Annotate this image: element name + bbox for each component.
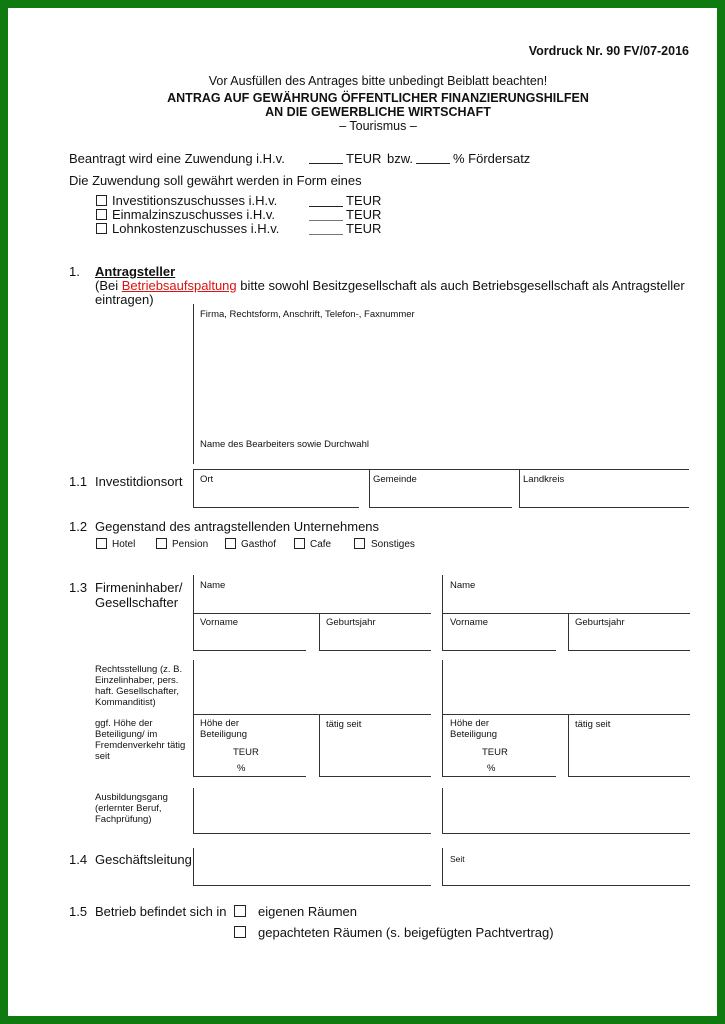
grant-amount-field[interactable] <box>309 163 343 164</box>
divider <box>193 469 194 508</box>
owner1-vorname-line <box>193 650 306 651</box>
ort-bottom-line <box>193 507 359 508</box>
notice-text: Vor Ausfüllen des Antrages bitte unbedingt Beiblatt beachten! <box>208 74 548 88</box>
divider <box>519 469 520 508</box>
grant-requested-label: Beantragt wird eine Zuwendung i.H.v. <box>69 151 285 166</box>
divider <box>442 660 443 777</box>
option-unit: TEUR <box>346 207 382 222</box>
owner2-name-label: Name <box>450 580 476 591</box>
training-label: Ausbildungsgang (erlernter Beruf, Fachprüfung) <box>95 792 168 825</box>
section1-2-number: 1.2 <box>69 519 88 534</box>
section1-3-number: 1.3 <box>69 580 88 595</box>
option-label: Einmalzinszuschusses i.H.v. <box>112 207 276 222</box>
divider <box>319 714 320 777</box>
section1-1-number: 1.1 <box>69 474 88 489</box>
amount-field[interactable] <box>309 220 343 221</box>
checkbox-investitionszuschuss[interactable] <box>96 195 107 206</box>
form-page <box>8 8 717 1016</box>
management-seit-label: Seit <box>450 854 465 864</box>
checkbox-einmalzinszuschuss[interactable] <box>96 209 107 220</box>
owner2-hoehe-label: Höhe der Beteiligung <box>450 718 498 740</box>
owner1-name-line <box>193 613 431 614</box>
option-cafe-label: Cafe <box>310 539 332 550</box>
section1-1-label: Investitdionsort <box>95 474 183 489</box>
divider <box>193 788 194 833</box>
option-pension-label: Pension <box>172 539 209 550</box>
grant-percent-label: % Fördersatz <box>453 151 531 166</box>
checkbox-pension[interactable] <box>156 538 167 549</box>
option-unit: TEUR <box>346 193 382 208</box>
owner1-teur-label: TEUR <box>233 747 259 758</box>
form-subtitle: – Tourismus – <box>339 119 417 133</box>
owner2-teur-label: TEUR <box>482 747 508 758</box>
owner2-vorname-label: Vorname <box>450 617 489 628</box>
checkbox-gepachtete-raeume[interactable] <box>234 926 246 938</box>
option-label: Investitionszuschusses i.H.v. <box>112 193 278 208</box>
management-seit-line <box>442 885 690 886</box>
owner1-hoehe-label: Höhe der Beteiligung <box>200 718 248 740</box>
section1-5-number: 1.5 <box>69 904 88 919</box>
option-hotel-label: Hotel <box>112 539 136 550</box>
option-label: Lohnkostenzuschusses i.H.v. <box>112 221 280 236</box>
field-contact-label: Name des Bearbeiters sowie Durchwahl <box>200 439 369 450</box>
company-input[interactable] <box>198 324 698 434</box>
owner1-percent-label: % <box>237 763 246 774</box>
owner2-taetig-label: tätig seit <box>575 719 611 730</box>
section1-title: Antragsteller <box>95 264 176 279</box>
section1-number: 1. <box>69 264 80 279</box>
legal-status-label: Rechtsstellung (z. B. Einzelinhaber, pers. haft. Gesellschafter, Kommanditist) <box>95 664 183 708</box>
note-suffix: bitte sowohl Besitzgesellschaft als auch Betriebsgesellschaft als Antragsteller <box>236 278 685 293</box>
owner2-legal-line <box>442 714 690 715</box>
option-gepachtete-raeume: gepachteten Räumen (s. beigefügten Pachtvertrag) <box>258 925 554 940</box>
owner2-hoehe-line <box>442 776 556 777</box>
owner1-legal-line <box>193 714 431 715</box>
grant-percent-field[interactable] <box>416 163 450 164</box>
owner1-vorname-label: Vorname <box>200 617 239 628</box>
section1-4-number: 1.4 <box>69 852 88 867</box>
betriebsaufspaltung-link[interactable]: Betriebsaufspaltung <box>121 278 237 293</box>
divider <box>369 469 370 508</box>
section1-5-label: Betrieb befindet sich in <box>95 904 227 919</box>
section1-note-line2: eintragen) <box>95 292 154 307</box>
owner2-training-line <box>442 833 690 834</box>
management-name-line <box>193 885 431 886</box>
checkbox-gasthof[interactable] <box>225 538 236 549</box>
owner2-vorname-line <box>442 650 556 651</box>
applicant-box-border <box>193 304 194 464</box>
owner1-training-line <box>193 833 431 834</box>
landkreis-label: Landkreis <box>523 474 565 485</box>
owner1-hoehe-line <box>193 776 306 777</box>
checkbox-cafe[interactable] <box>294 538 305 549</box>
checkbox-sonstiges[interactable] <box>354 538 365 549</box>
note-prefix: (Bei <box>95 278 122 293</box>
gemeinde-bottom-line <box>369 507 512 508</box>
participation-label: ggf. Höhe der Beteiligung/ im Fremdenverkehr tätig seit <box>95 718 186 762</box>
location-top-line <box>193 469 689 470</box>
landkreis-bottom-line <box>519 507 689 508</box>
form-title-line2: AN DIE GEWERBLICHE WIRTSCHAFT <box>265 105 491 119</box>
field-company-label: Firma, Rechtsform, Anschrift, Telefon-, Faxnummer <box>200 309 415 320</box>
checkbox-lohnkostenzuschuss[interactable] <box>96 223 107 234</box>
form-number: Vordruck Nr. 90 FV/07-2016 <box>528 44 689 58</box>
owner2-geburtsjahr-line <box>568 650 690 651</box>
divider <box>319 613 320 650</box>
section1-2-label: Gegenstand des antragstellenden Unternehmens <box>95 519 380 534</box>
owner1-taetig-line <box>319 776 431 777</box>
divider <box>442 848 443 886</box>
owner2-taetig-line <box>568 776 690 777</box>
owner2-geburtsjahr-label: Geburtsjahr <box>575 617 625 628</box>
section1-note <box>95 278 685 293</box>
form-title-line1: ANTRAG AUF GEWÄHRUNG ÖFFENTLICHER FINANZIERUNGSHILFEN <box>167 91 589 105</box>
section1-3-label-line1: Firmeninhaber/ <box>95 580 183 595</box>
grant-bzw: bzw. <box>387 151 414 166</box>
amount-field[interactable] <box>309 206 343 207</box>
option-eigene-raeume: eigenen Räumen <box>258 904 358 919</box>
option-gasthof-label: Gasthof <box>241 539 277 550</box>
divider <box>193 660 194 777</box>
amount-field[interactable] <box>309 234 343 235</box>
divider <box>193 848 194 886</box>
option-sonstiges-label: Sonstiges <box>371 539 415 550</box>
checkbox-eigene-raeume[interactable] <box>234 905 246 917</box>
divider <box>568 613 569 650</box>
owner2-name-line <box>442 613 690 614</box>
grant-form-intro: Die Zuwendung soll gewährt werden in Form eines <box>69 173 362 188</box>
owner1-taetig-label: tätig seit <box>326 719 362 730</box>
owner1-geburtsjahr-line <box>319 650 431 651</box>
gemeinde-label: Gemeinde <box>373 474 417 485</box>
divider <box>442 788 443 833</box>
owner1-geburtsjahr-label: Geburtsjahr <box>326 617 376 628</box>
owner2-percent-label: % <box>487 763 496 774</box>
grant-unit: TEUR <box>346 151 382 166</box>
divider <box>568 714 569 777</box>
owner1-name-label: Name <box>200 580 226 591</box>
section1-4-label: Geschäftsleitung <box>95 852 192 867</box>
option-unit: TEUR <box>346 221 382 236</box>
ort-label: Ort <box>200 474 214 485</box>
section1-3-label-line2: Gesellschafter <box>95 595 179 610</box>
checkbox-hotel[interactable] <box>96 538 107 549</box>
